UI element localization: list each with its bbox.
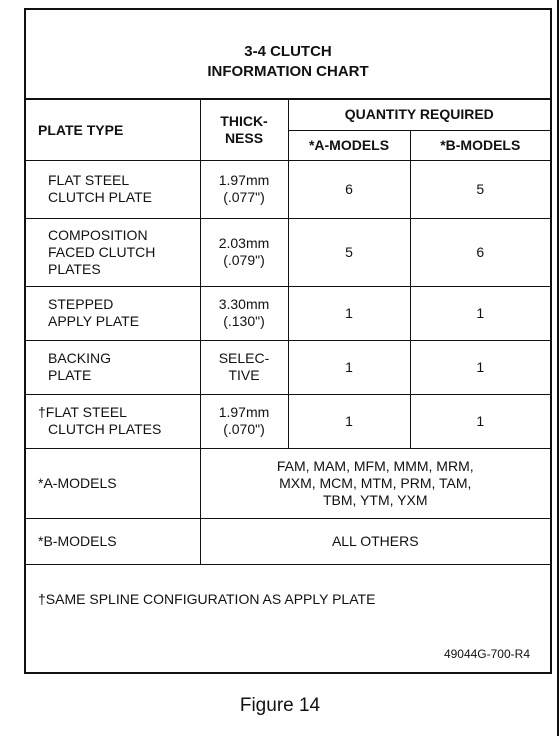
plate-type-cell xyxy=(26,286,200,340)
thickness-line: SELEC- xyxy=(218,350,270,366)
thickness-line: 1.97mm xyxy=(218,404,270,420)
a-models-qty: 5 xyxy=(288,218,410,286)
header-thickness-line1: THICK- xyxy=(220,112,268,129)
plate-type-cell xyxy=(26,394,200,448)
header-thickness xyxy=(200,100,288,160)
a-models-row xyxy=(26,448,550,518)
footnote-row xyxy=(26,564,550,683)
plate-type-cell xyxy=(26,218,200,286)
figure-caption: Figure 14 xyxy=(239,695,321,716)
plate-type-line: FACED CLUTCH xyxy=(48,243,156,260)
header-b-models: *B-MODELS xyxy=(410,130,550,160)
plate-type-line: CLUTCH PLATES xyxy=(48,421,162,437)
chart-frame xyxy=(24,8,552,674)
plate-type-line: CLUTCH PLATE xyxy=(48,189,152,205)
chart-title xyxy=(26,10,550,100)
page-edge-line xyxy=(557,0,559,736)
a-models-qty: 1 xyxy=(288,394,410,448)
plate-type-line: STEPPED xyxy=(48,296,114,312)
plate-type-line: PLATES xyxy=(48,260,101,277)
plate-type-line: COMPOSITION xyxy=(48,226,148,243)
thickness-line: (.130") xyxy=(223,313,265,329)
thickness-line: (.070") xyxy=(223,421,265,437)
thickness-cell xyxy=(200,218,288,286)
thickness-cell xyxy=(200,394,288,448)
thickness-cell xyxy=(200,286,288,340)
thickness-cell xyxy=(200,340,288,394)
header-quantity-required: QUANTITY REQUIRED xyxy=(288,100,550,130)
a-models-qty: 6 xyxy=(288,160,410,218)
plate-type-line: APPLY PLATE xyxy=(48,313,140,329)
b-models-qty: 1 xyxy=(410,286,550,340)
chart-title-line1: 3-4 CLUTCH xyxy=(244,43,332,60)
plate-type-cell xyxy=(26,160,200,218)
thickness-line: TIVE xyxy=(228,367,260,383)
thickness-line: 2.03mm xyxy=(218,235,270,251)
thickness-line: (.077") xyxy=(223,189,265,205)
a-models-list xyxy=(200,448,550,518)
header-row-1 xyxy=(26,100,550,130)
header-thickness-line2: NESS xyxy=(224,129,264,146)
table-row xyxy=(26,160,550,218)
b-models-label: *B-MODELS xyxy=(26,518,200,564)
b-models-qty: 1 xyxy=(410,394,550,448)
thickness-cell xyxy=(200,160,288,218)
a-models-list-line: FAM, MAM, MFM, MMM, MRM, xyxy=(276,457,474,474)
a-models-qty: 1 xyxy=(288,286,410,340)
b-models-qty: 1 xyxy=(410,340,550,394)
a-models-qty: 1 xyxy=(288,340,410,394)
thickness-line: 3.30mm xyxy=(218,296,270,312)
b-models-qty: 5 xyxy=(410,160,550,218)
thickness-line: (.079") xyxy=(223,252,265,268)
plate-type-cell xyxy=(26,340,200,394)
table-row xyxy=(26,340,550,394)
header-a-models: *A-MODELS xyxy=(288,130,410,160)
a-models-label: *A-MODELS xyxy=(26,448,200,518)
a-models-list-line: TBM, YTM, YXM xyxy=(323,491,428,508)
footnote-text: †SAME SPLINE CONFIGURATION AS APPLY PLATE xyxy=(38,590,376,607)
b-models-row xyxy=(26,518,550,564)
plate-type-line: PLATE xyxy=(48,367,92,383)
plate-type-line: †FLAT STEEL xyxy=(38,404,127,420)
header-plate-type: PLATE TYPE xyxy=(26,100,200,160)
a-models-list-line: MXM, MCM, MTM, PRM, TAM, xyxy=(279,474,472,491)
thickness-line: 1.97mm xyxy=(218,172,270,188)
table-row xyxy=(26,218,550,286)
b-models-qty: 6 xyxy=(410,218,550,286)
table-row xyxy=(26,286,550,340)
plate-type-line: BACKING xyxy=(48,350,112,366)
footnote-cell xyxy=(26,564,550,683)
clutch-info-table xyxy=(26,100,550,683)
plate-type-line: FLAT STEEL xyxy=(48,172,130,188)
chart-title-line2: INFORMATION CHART xyxy=(207,63,369,80)
b-models-list: ALL OTHERS xyxy=(200,518,550,564)
table-row xyxy=(26,394,550,448)
footnote-area xyxy=(26,565,550,683)
figure-code: 49044G-700-R4 xyxy=(443,646,530,661)
